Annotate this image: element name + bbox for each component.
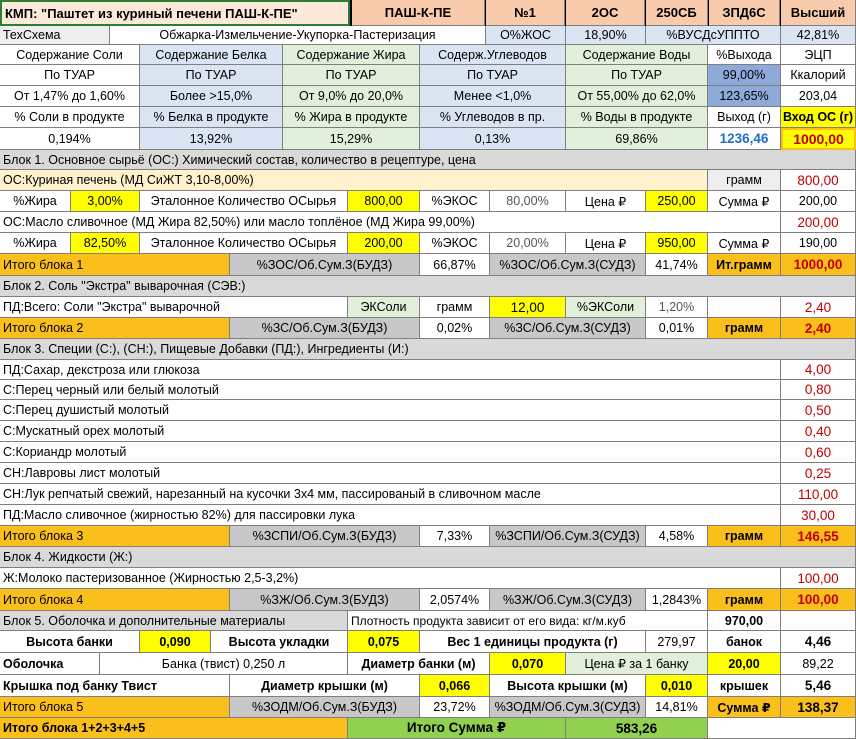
fat-header: Содержание Жира: [283, 45, 420, 65]
liver-std-label: Эталонное Количество ОСырья: [140, 191, 348, 212]
fat-norm-ref: По ТУАР: [283, 65, 420, 86]
lid-count-value[interactable]: 5,46: [781, 675, 856, 697]
block3-total-unit: грамм: [708, 526, 781, 547]
block3-total-row: [0, 526, 856, 547]
input-os-label: Вход ОС (г): [781, 107, 856, 128]
block2-title-row: [0, 276, 856, 297]
block5-total-row: [0, 697, 856, 718]
block5-title-row: [0, 611, 856, 631]
jar-count-value[interactable]: 4,46: [781, 631, 856, 653]
casing-label: Оболочка: [0, 653, 100, 675]
block1-item1-detail-row: [0, 191, 856, 212]
jar-sum-value[interactable]: 89,22: [781, 653, 856, 675]
lid-label: Крышка под банку Твист: [0, 675, 230, 697]
spice-row-3: [0, 400, 856, 421]
spice-amount[interactable]: 30,00: [781, 505, 856, 526]
butter-std-value[interactable]: 200,00: [348, 233, 420, 254]
carbs-header: Содерж.Углеводов: [420, 45, 566, 65]
butter-ekos-value[interactable]: 20,00%: [490, 233, 566, 254]
yield-g-value[interactable]: 1236,46: [708, 128, 781, 150]
input-os-value[interactable]: 1000,00: [781, 128, 856, 150]
density-label: Плотность продукта зависит от его вида: кг/м.куб: [348, 611, 708, 631]
jar-diameter-value[interactable]: 0,070: [490, 653, 566, 675]
kcal-label: Ккалорий: [781, 65, 856, 86]
salt-amount[interactable]: 12,00: [490, 297, 566, 318]
liver-ekos-value[interactable]: 80,00%: [490, 191, 566, 212]
spice-amount[interactable]: 0,40: [781, 421, 856, 442]
protein-header: Содержание Белка: [140, 45, 283, 65]
tech-row: [0, 26, 856, 45]
block4-total-unit: грамм: [708, 589, 781, 611]
block2-total-label: Итого блока 2: [0, 318, 230, 339]
salt-total[interactable]: 2,40: [781, 297, 856, 318]
butter-std-label: Эталонное Количество ОСырья: [140, 233, 348, 254]
fat-range: От 9,0% до 20,0%: [283, 86, 420, 107]
spice-amount[interactable]: 110,00: [781, 484, 856, 505]
can-type[interactable]: Банка (твист) 0,250 л: [100, 653, 348, 675]
block5-budz-label: %ЗОДМ/Об.Сум.З(БУДЗ): [230, 697, 420, 718]
tech-scheme[interactable]: Обжарка-Измельчение-Укупорка-Пастеризация: [110, 26, 486, 45]
block1-total-label: Итого блока 1: [0, 254, 230, 276]
block1-title-row: [0, 150, 856, 170]
grand-sum-value[interactable]: 583,26: [566, 718, 708, 739]
water-product-label: % Воды в продукте: [566, 107, 708, 128]
header-row: [0, 0, 856, 26]
butter-sum-label: Сумма ₽: [708, 233, 781, 254]
block2-total-row: [0, 318, 856, 339]
block5-total-unit: Сумма ₽: [708, 697, 781, 718]
unit-weight-label: Вес 1 единицы продукта (г): [420, 631, 646, 653]
block1-item2-row: [0, 212, 856, 233]
block2-sudz-label: %ЗС/Об.Сум.З(СУДЗ): [490, 318, 646, 339]
spice-amount[interactable]: 4,00: [781, 360, 856, 380]
butter-fat-value[interactable]: 82,50%: [71, 233, 140, 254]
unit-weight-value[interactable]: 279,97: [646, 631, 708, 653]
butter-price-value[interactable]: 950,00: [646, 233, 708, 254]
liver-price-value[interactable]: 250,00: [646, 191, 708, 212]
spice-amount[interactable]: 0,50: [781, 400, 856, 421]
milk-row: [0, 568, 856, 589]
block3-sudz-value[interactable]: 4,58%: [646, 526, 708, 547]
spice-row-4: [0, 421, 856, 442]
liver-ekos-label: %ЭКОС: [420, 191, 490, 212]
block2-budz-value[interactable]: 0,02%: [420, 318, 490, 339]
yield-pct-header: %Выхода: [708, 45, 781, 65]
salt-name: ПД:Всего: Соли "Экстра" выварочной: [0, 297, 348, 318]
type-zpd6s[interactable]: ЗПД6С: [709, 0, 780, 26]
water-range: От 55,00% до 62,0%: [566, 86, 708, 107]
protein-range: Более >15,0%: [140, 86, 283, 107]
carbs-product-value[interactable]: 0,13%: [420, 128, 566, 150]
block5-total-label: Итого блока 5: [0, 697, 230, 718]
jar-height-label: Высота банки: [0, 631, 140, 653]
spice-name: С:Перец черный или белый молотый: [0, 380, 781, 400]
block1-item1-row: [0, 170, 856, 191]
block3-budz-label: %ЗСПИ/Об.Сум.З(БУДЗ): [230, 526, 420, 547]
block3-budz-value[interactable]: 7,33%: [420, 526, 490, 547]
liver-sum-value[interactable]: 200,00: [781, 191, 856, 212]
salt-spacer: [708, 297, 781, 318]
grand-total-label: Итого блока 1+2+3+4+5: [0, 718, 348, 739]
recipe-number[interactable]: №1: [486, 0, 565, 26]
block1-total-row: [0, 254, 856, 276]
composition-row-4: [0, 107, 856, 128]
block1-item2-detail-row: [0, 233, 856, 254]
block4-title-row: [0, 547, 856, 568]
grand-sum-label: Итого Сумма ₽: [348, 718, 566, 739]
spice-row-7: [0, 484, 856, 505]
liver-sum-label: Сумма ₽: [708, 191, 781, 212]
butter-price-label: Цена ₽: [566, 233, 646, 254]
block1-budz-value[interactable]: 66,87%: [420, 254, 490, 276]
spice-amount[interactable]: 0,60: [781, 442, 856, 463]
block5-casing-row: [0, 653, 856, 675]
spice-name: ПД:Сахар, декстроза или глюкоза: [0, 360, 781, 380]
salt-header: Содержание Соли: [0, 45, 140, 65]
protein-product-label: % Белка в продукте: [140, 107, 283, 128]
yield-pct-2[interactable]: 123,65%: [708, 86, 781, 107]
grand-spacer: [708, 718, 856, 739]
block2-total-value[interactable]: 2,40: [781, 318, 856, 339]
spice-amount[interactable]: 0,25: [781, 463, 856, 484]
milk-amount[interactable]: 100,00: [781, 568, 856, 589]
block2-sudz-value[interactable]: 0,01%: [646, 318, 708, 339]
block1-budz-label: %ЗОС/Об.Сум.З(БУДЗ): [230, 254, 420, 276]
spice-row-2: [0, 380, 856, 400]
composition-header-row: [0, 45, 856, 65]
spice-name: СН:Лавровы лист молотый: [0, 463, 781, 484]
block4-budz-label: %ЗЖ/Об.Сум.З(БУДЗ): [230, 589, 420, 611]
block5-sudz-value[interactable]: 14,81%: [646, 697, 708, 718]
salt-ek-label: ЭКСоли: [348, 297, 420, 318]
chicken-liver-unit: грамм: [708, 170, 781, 191]
block5-jar-row: [0, 631, 856, 653]
salt-product-label: % Соли в продукте: [0, 107, 140, 128]
fat-product-value[interactable]: 15,29%: [283, 128, 420, 150]
salt-pct-label: %ЭКСоли: [566, 297, 646, 318]
block1-sudz-label: %ЗОС/Об.Сум.З(СУДЗ): [490, 254, 646, 276]
block3-total-value[interactable]: 146,55: [781, 526, 856, 547]
block3-total-label: Итого блока 3: [0, 526, 230, 547]
spice-row-6: [0, 463, 856, 484]
block2-total-unit: грамм: [708, 318, 781, 339]
liver-fat-value[interactable]: 3,00%: [71, 191, 140, 212]
salt-pct-value[interactable]: 1,20%: [646, 297, 708, 318]
vusd-value[interactable]: 42,81%: [781, 26, 856, 45]
jar-height-value[interactable]: 0,090: [140, 631, 211, 653]
spice-row-1: [0, 360, 856, 380]
lid-diameter-label: Диаметр крышки (м): [230, 675, 420, 697]
fill-height-label: Высота укладки: [211, 631, 348, 653]
salt-norm-ref: По ТУАР: [0, 65, 140, 86]
carbs-range: Менее <1,0%: [420, 86, 566, 107]
block5-total-value[interactable]: 138,37: [781, 697, 856, 718]
yield-pct-1[interactable]: 99,00%: [708, 65, 781, 86]
vusd-label: %ВУСДсУППТО: [646, 26, 781, 45]
spice-name: С:Перец душистый молотый: [0, 400, 781, 421]
spice-row-8: [0, 505, 856, 526]
butter-fat-label: %Жира: [0, 233, 71, 254]
block4-title: Блок 4. Жидкости (Ж:): [0, 547, 856, 568]
block4-total-label: Итого блока 4: [0, 589, 230, 611]
milk-name: Ж:Молоко пастеризованное (Жирностью 2,5-3,2%): [0, 568, 781, 589]
block1-title: Блок 1. Основное сырьё (ОС:) Химический состав, количество в рецептуре, цена: [0, 150, 856, 170]
grade[interactable]: Высший: [781, 0, 856, 26]
butter-ekos-label: %ЭКОС: [420, 233, 490, 254]
block4-sudz-label: %ЗЖ/Об.Сум.З(СУДЗ): [490, 589, 646, 611]
protein-product-value[interactable]: 13,92%: [140, 128, 283, 150]
jar-price-value[interactable]: 20,00: [708, 653, 781, 675]
jar-diameter-label: Диаметр банки (м): [348, 653, 490, 675]
block2-budz-label: %ЗС/Об.Сум.З(БУДЗ): [230, 318, 420, 339]
lid-diameter-value[interactable]: 0,066: [420, 675, 490, 697]
lid-height-value[interactable]: 0,010: [646, 675, 708, 697]
butter-sum-value[interactable]: 190,00: [781, 233, 856, 254]
salt-product-value[interactable]: 0,194%: [0, 128, 140, 150]
block3-sudz-label: %ЗСПИ/Об.Сум.З(СУДЗ): [490, 526, 646, 547]
butter-name: ОС:Масло сливочное (МД Жира 82,50%) или масло топлёное (МД Жира 99,00%): [0, 212, 781, 233]
block5-sudz-label: %ЗОДМ/Об.Сум.З(СУДЗ): [490, 697, 646, 718]
lid-count-unit: крышек: [708, 675, 781, 697]
tech-label: ТехСхема: [0, 26, 110, 45]
density-spacer: [781, 611, 856, 631]
type-250sb[interactable]: 250СБ: [646, 0, 708, 26]
zhos-label: О%ЖОС: [486, 26, 566, 45]
spice-name: С:Мускатный орех молотый: [0, 421, 781, 442]
block5-title: Блок 5. Оболочка и дополнительные материалы: [0, 611, 348, 631]
spice-name: СН:Лук репчатый свежий, нарезанный на кусочки 3х4 мм, пассированый в сливочном масле: [0, 484, 781, 505]
salt-unit: грамм: [420, 297, 490, 318]
chicken-liver-name: ОС:Куриная печень (МД СиЖТ 3,10-8,00%): [0, 170, 708, 191]
block1-total-unit: Ит.грамм: [708, 254, 781, 276]
spice-row-5: [0, 442, 856, 463]
fill-height-value[interactable]: 0,075: [348, 631, 420, 653]
grand-total-row: [0, 718, 856, 739]
density-value[interactable]: 970,00: [708, 611, 781, 631]
water-header: Содержание Воды: [566, 45, 708, 65]
spice-amount[interactable]: 0,80: [781, 380, 856, 400]
butter-total[interactable]: 200,00: [781, 212, 856, 233]
carbs-product-label: % Углеводов в пр.: [420, 107, 566, 128]
block3-title-row: [0, 339, 856, 360]
liver-price-label: Цена ₽: [566, 191, 646, 212]
block2-title: Блок 2. Соль "Экстра" выварочная (СЭВ:): [0, 276, 856, 297]
block5-budz-value[interactable]: 23,72%: [420, 697, 490, 718]
fat-product-label: % Жира в продукте: [283, 107, 420, 128]
block4-total-row: [0, 589, 856, 611]
product-title[interactable]: КМП: "Паштет из куриный печени ПАШ-К-ПЕ": [0, 0, 350, 26]
spice-name: ПД:Масло сливочное (жирностью 82%) для пассировки лука: [0, 505, 781, 526]
composition-row-3: [0, 86, 856, 107]
kcal-value[interactable]: 203,04: [781, 86, 856, 107]
type-2os[interactable]: 2ОС: [566, 0, 645, 26]
lid-height-label: Высота крышки (м): [490, 675, 646, 697]
protein-norm-ref: По ТУАР: [140, 65, 283, 86]
water-norm-ref: По ТУАР: [566, 65, 708, 86]
product-code[interactable]: ПАШ-К-ПЕ: [352, 0, 485, 26]
composition-row-5: [0, 128, 856, 150]
liver-std-value[interactable]: 800,00: [348, 191, 420, 212]
jar-price-label: Цена ₽ за 1 банку: [566, 653, 708, 675]
block4-budz-value[interactable]: 2,0574%: [420, 589, 490, 611]
water-product-value[interactable]: 69,86%: [566, 128, 708, 150]
ecp-header: ЭЦП: [781, 45, 856, 65]
composition-row-2: [0, 65, 856, 86]
block1-sudz-value[interactable]: 41,74%: [646, 254, 708, 276]
salt-range: От 1,47% до 1,60%: [0, 86, 140, 107]
block1-total-value[interactable]: 1000,00: [781, 254, 856, 276]
zhos-value[interactable]: 18,90%: [566, 26, 646, 45]
block5-lid-row: [0, 675, 856, 697]
carbs-norm-ref: По ТУАР: [420, 65, 566, 86]
block2-item-row: [0, 297, 856, 318]
liver-fat-label: %Жира: [0, 191, 71, 212]
block4-total-value[interactable]: 100,00: [781, 589, 856, 611]
block3-title: Блок 3. Специи (С:), (СН:), Пищевые Добавки (ПД:), Ингредиенты (И:): [0, 339, 856, 360]
spice-name: С:Кориандр молотый: [0, 442, 781, 463]
yield-g-label: Выход (г): [708, 107, 781, 128]
jar-count-unit: банок: [708, 631, 781, 653]
chicken-liver-total[interactable]: 800,00: [781, 170, 856, 191]
block4-sudz-value[interactable]: 1,2843%: [646, 589, 708, 611]
